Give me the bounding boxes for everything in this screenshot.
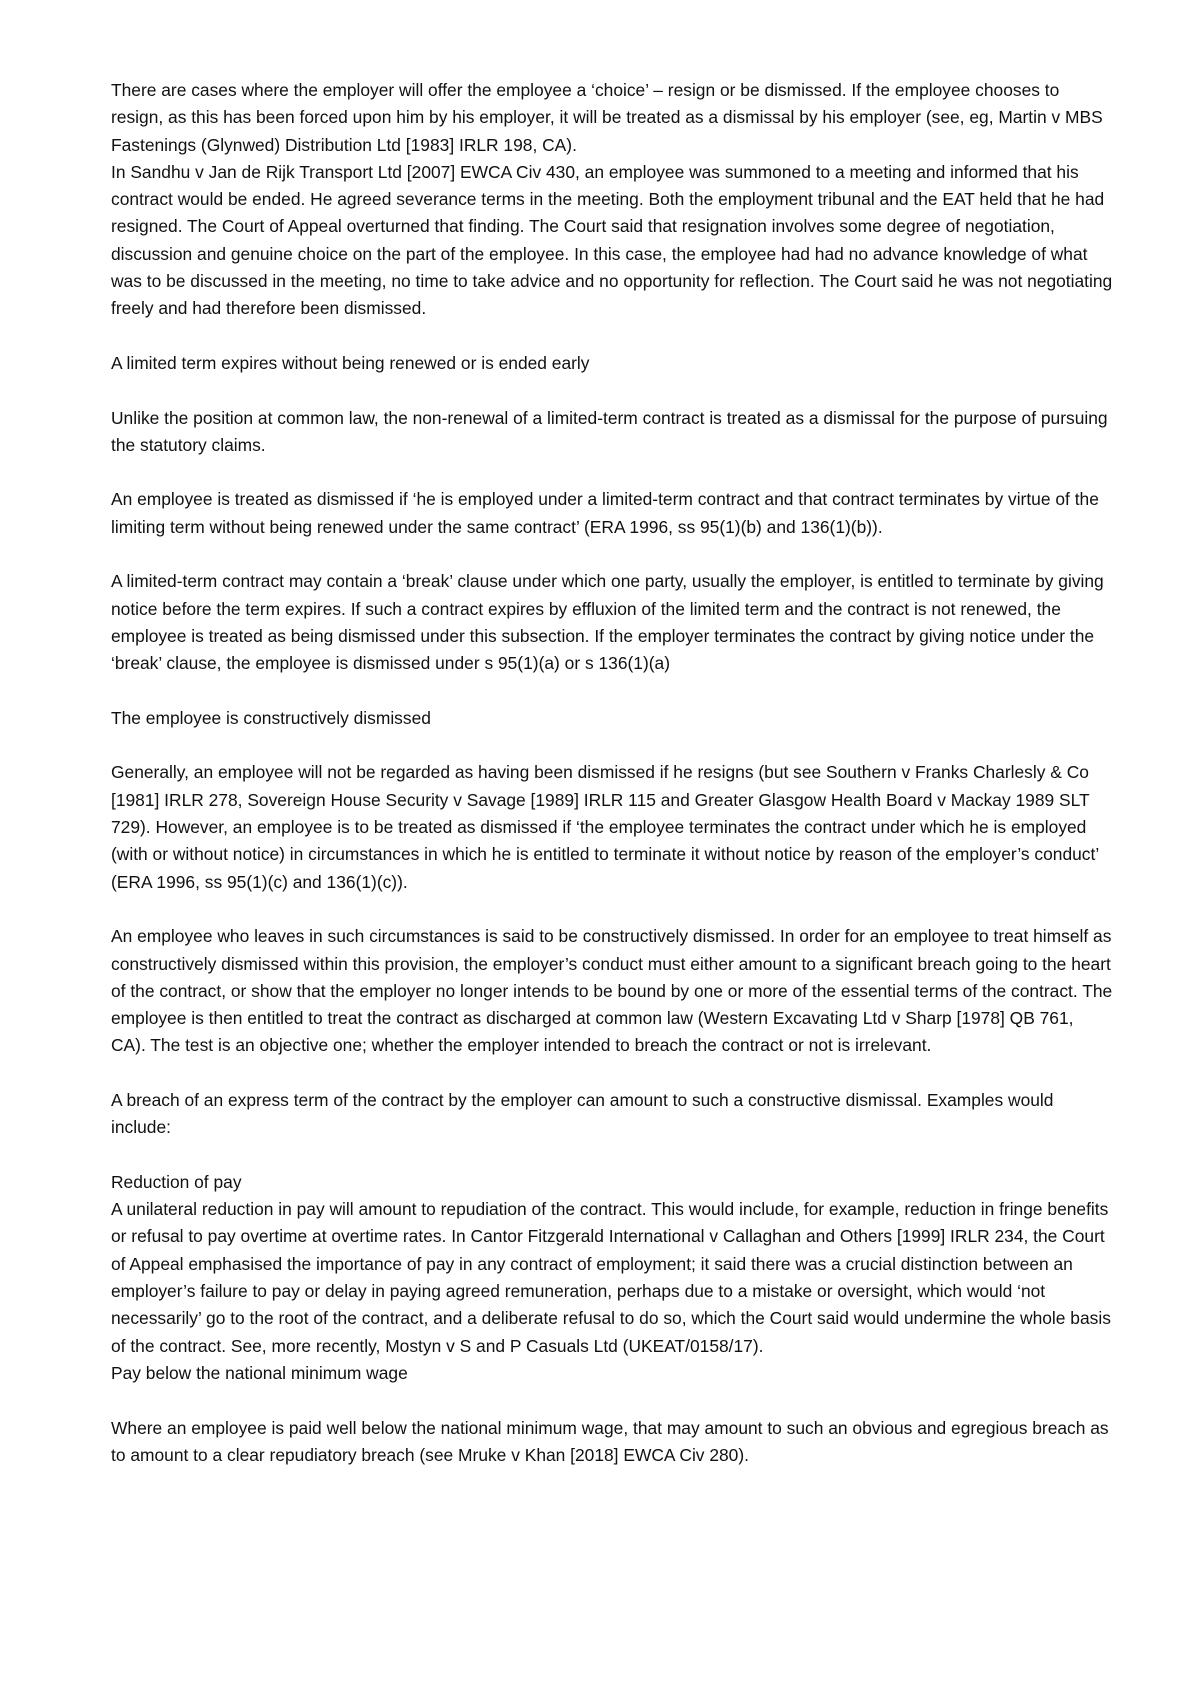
heading-limited-term: A limited term expires without being renewed or is ended early bbox=[111, 352, 590, 373]
paragraph-break-clause: A limited-term contract may contain a ‘break’ clause under which one party, usually the employer, is entitled to terminate by giving notice before the term expires. If such a contract expires by effluxion of the limited term and the contract is not renewed, the employee is treated as being dismissed under this subsection. If the employer terminates the contract by giving notice under the ‘break’ clause, the employee is dismissed under s 95(1)(a) or s 136(1)(a) bbox=[111, 571, 1104, 674]
paragraph-resignation-general: Generally, an employee will not be regarded as having been dismissed if he resigns (but see Southern v Franks Charlesly & Co [1981] IRLR 278, Sovereign House Security v Savage [1989] IRLR 115 and Greater Glasgow Health Board v Mackay 1989 SLT 729). However, an employee is to be treated as dismissed if ‘the employee terminates the contract under which he is employed (with or without notice) in circumstances in which he is entitled to terminate it without notice by reason of the employer’s conduct’ (ERA 1996, ss 95(1)(c) and 136(1)(c)). bbox=[111, 762, 1099, 892]
heading-constructively-dismissed: The employee is constructively dismissed bbox=[111, 707, 431, 728]
paragraph-spacer bbox=[111, 459, 1113, 486]
paragraph-minimum-wage-breach: Where an employee is paid well below the national minimum wage, that may amount to such an obvious and egregious breach as to amount to a clear repudiatory breach (see Mruke v Khan [2018] EWCA Civ 280). bbox=[111, 1417, 1109, 1465]
paragraph-spacer bbox=[111, 1142, 1113, 1169]
paragraph-spacer bbox=[111, 323, 1113, 350]
heading-minimum-wage: Pay below the national minimum wage bbox=[111, 1362, 408, 1383]
paragraph-spacer bbox=[111, 678, 1113, 705]
paragraph-spacer bbox=[111, 1387, 1113, 1414]
paragraph-spacer bbox=[111, 732, 1113, 759]
paragraph-sandhu-case: In Sandhu v Jan de Rijk Transport Ltd [2007] EWCA Civ 430, an employee was summoned to a meeting and informed that his contract would be ended. He agreed severance terms in the meeting. Both the employment tribunal and the EAT held that he had resigned. The Court of Appeal overturned that finding. The Court said that resignation involves some degree of negotiation, discussion and genuine choice on the part of the employee. In this case, the employee had had no advance knowledge of what was to be discussed in the meeting, no time to take advice and no opportunity for reflection. The Court said he was not negotiating freely and had therefore been dismissed. bbox=[111, 161, 1113, 319]
document-body bbox=[111, 77, 1113, 1469]
paragraph-treated-as-dismissed: An employee is treated as dismissed if ‘he is employed under a limited-term contract and that contract terminates by virtue of the limiting term without being renewed under the same contract’ (ERA 1996, ss 95(1)(b) and 136(1)(b)). bbox=[111, 489, 1099, 537]
paragraph-non-renewal: Unlike the position at common law, the non-renewal of a limited-term contract is treated as a dismissal for the purpose of pursuing the statutory claims. bbox=[111, 407, 1108, 455]
paragraph-unilateral-reduction: A unilateral reduction in pay will amount to repudiation of the contract. This would include, for example, reduction in fringe benefits or refusal to pay overtime at overtime rates. In Cantor Fitzgerald International v Callaghan and Others [1999] IRLR 234, the Court of Appeal emphasised the importance of pay in any contract of employment; it said there was a crucial distinction between an employer’s failure to pay or delay in paying agreed remuneration, perhaps due to a mistake or oversight, which would ‘not necessarily’ go to the root of the contract, and a deliberate refusal to do so, which the Court said would undermine the whole basis of the contract. See, more recently, Mostyn v S and P Casuals Ltd (UKEAT/0158/17). bbox=[111, 1199, 1111, 1356]
paragraph-spacer bbox=[111, 541, 1113, 568]
paragraph-spacer bbox=[111, 896, 1113, 923]
paragraph-choice-resign-or-dismissed: There are cases where the employer will offer the employee a ‘choice’ – resign or be dismissed. If the employee chooses to resign, as this has been forced upon him by his employer, it will be treated as a dismissal by his employer (see, eg, Martin v MBS Fastenings (Glynwed) Distribution Ltd [1983] IRLR 198, CA). bbox=[111, 80, 1103, 155]
heading-reduction-of-pay: Reduction of pay bbox=[111, 1171, 242, 1192]
paragraph-express-term-breach: A breach of an express term of the contract by the employer can amount to such a constructive dismissal. Examples would include: bbox=[111, 1089, 1054, 1138]
paragraph-constructive-dismissal-test: An employee who leaves in such circumstances is said to be constructively dismissed. In order for an employee to treat himself as constructively dismissed within this provision, the employer’s conduct must either amount to a significant breach going to the heart of the contract, or show that the employer no longer intends to be bound by one or more of the essential terms of the contract. The employee is then entitled to treat the contract as discharged at common law (Western Excavating Ltd v Sharp [1978] QB 761, CA). The test is an objective one; whether the employer intended to breach the contract or not is irrelevant. bbox=[111, 926, 1113, 1056]
paragraph-spacer bbox=[111, 377, 1113, 404]
paragraph-spacer bbox=[111, 1060, 1113, 1087]
